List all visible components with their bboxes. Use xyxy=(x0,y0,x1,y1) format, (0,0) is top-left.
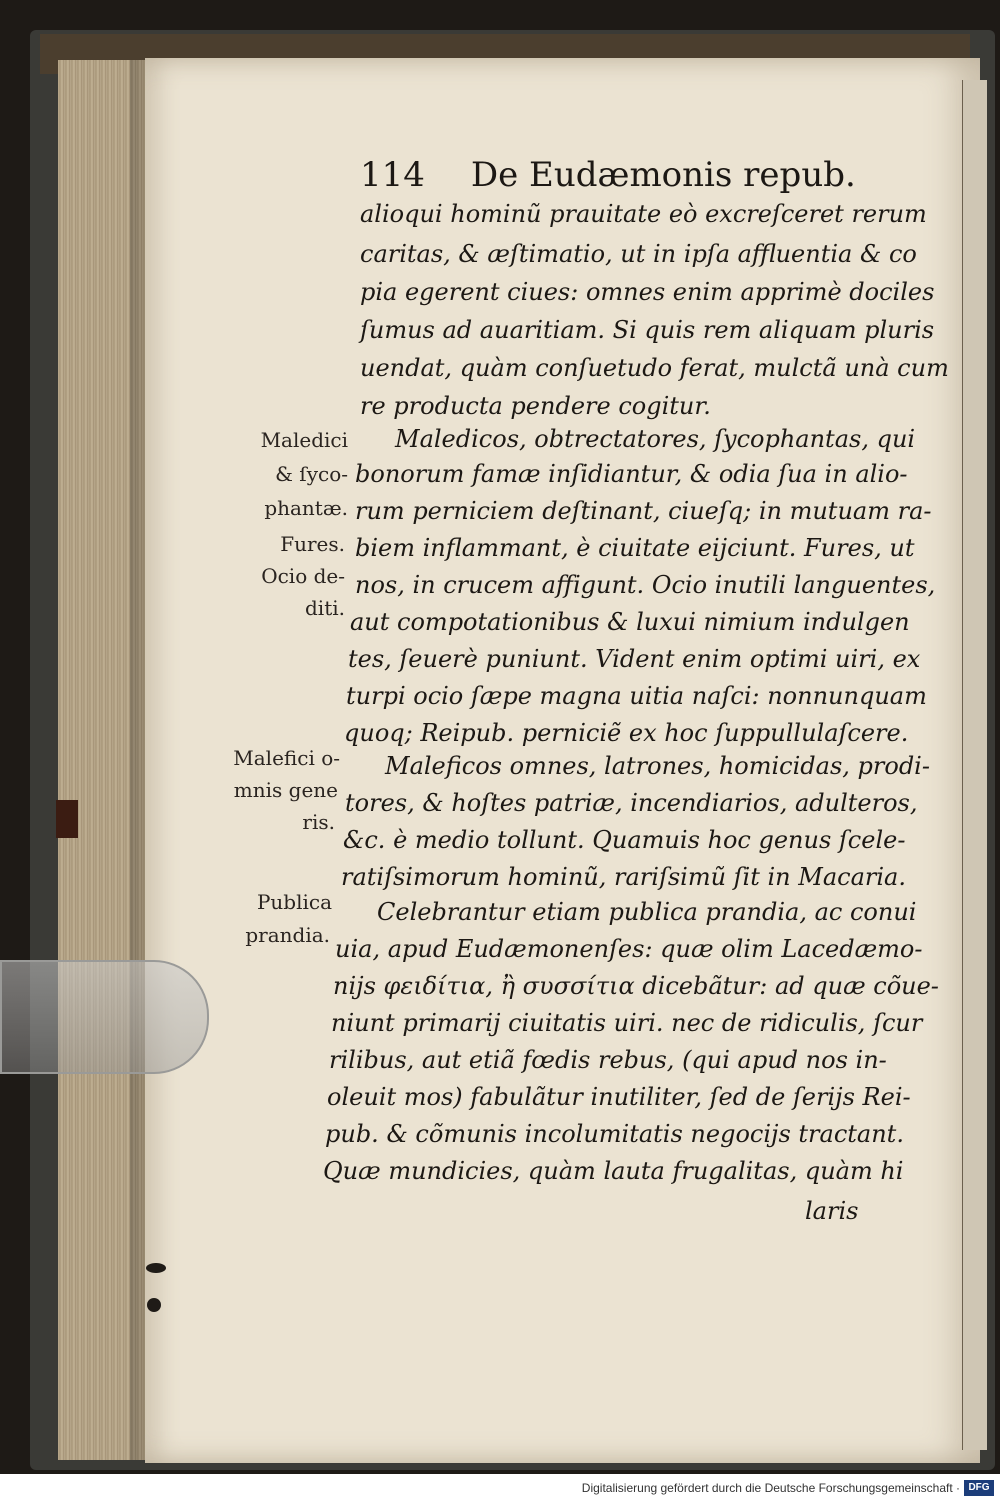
text-line: pia egerent ciues: omnes enim apprimè dociles xyxy=(360,278,935,306)
bookmark-tab xyxy=(56,800,78,838)
funding-credit: Digitalisierung gefördert durch die Deutsche Forschungsgemeinschaft · xyxy=(581,1481,960,1495)
text-line: uendat, quàm conſuetudo ferat, mulctã unà cum xyxy=(360,354,949,382)
text-line: nos, in crucem affigunt. Ocio inutili languentes, xyxy=(355,571,936,599)
text-line: ratiſsimorum hominũ, rariſsimũ ſit in Macaria. xyxy=(341,863,906,891)
marginal-note: ris. xyxy=(302,810,335,834)
text-line: &c. è medio tollunt. Quamuis hoc genus ſcele- xyxy=(343,826,906,854)
text-line: aut compotationibus & luxui nimium indulgen xyxy=(350,608,910,636)
marginal-note: Malefici o- xyxy=(233,746,340,770)
running-header xyxy=(360,155,856,195)
text-line: ſumus ad auaritiam. Si quis rem aliquam pluris xyxy=(360,316,935,344)
marginal-note: mnis gene xyxy=(233,778,338,802)
text-line: turpi ocio ſæpe magna uitia naſci: nonnunquam xyxy=(346,682,927,710)
marginal-note: Ocio de- xyxy=(261,564,345,588)
text-line: quoq; Reipub. perniciẽ ex hoc ſuppullulaſcere. xyxy=(344,719,909,747)
text-line: oleuit mos) fabulãtur inutiliter, ſed de ſerijs Rei- xyxy=(327,1083,911,1111)
page-clip xyxy=(0,960,209,1074)
text-line: nijs φειδίτια, ἢ συσσίτια dicebãtur: ad quæ cõue- xyxy=(333,972,939,1000)
text-line: rilibus, aut etiã fœdis rebus, (qui apud nos in- xyxy=(329,1046,887,1074)
text-line: caritas, & æſtimatio, ut in ipſa affluentia & co xyxy=(360,240,917,268)
running-title: De Eudæmonis repub. xyxy=(470,155,856,195)
text-line: alioqui hominũ prauitate eò excreſceret rerum xyxy=(360,200,927,228)
marginal-note: phantæ. xyxy=(264,496,348,520)
text-line: niunt primarij ciuitatis uiri. nec de ridiculis, ſcur xyxy=(331,1009,923,1037)
text-line: Quæ mundicies, quàm lauta frugalitas, quàm hi xyxy=(323,1157,904,1185)
text-line: Maleficos omnes, latrones, homicidas, prodi- xyxy=(385,752,930,780)
text-line: rum perniciem deſtinant, ciueſq; in mutuam ra- xyxy=(355,497,932,525)
text-line: bonorum famæ inſidiantur, & odia ſua in alio- xyxy=(355,460,908,488)
text-line: Maledicos, obtrectatores, ſycophantas, qui xyxy=(395,425,916,453)
digitization-footer xyxy=(0,1474,1000,1504)
marginal-note: Publica xyxy=(256,890,332,914)
paper-hole xyxy=(147,1298,161,1312)
marginal-note: prandia. xyxy=(245,923,330,947)
text-line: uia, apud Eudæmonenſes: quæ olim Lacedæmo- xyxy=(335,935,923,963)
next-page-edge xyxy=(962,80,987,1450)
paper-hole xyxy=(146,1263,166,1273)
catchword: laris xyxy=(805,1197,859,1225)
text-line: biem inflammant, è ciuitate eijciunt. Fures, ut xyxy=(355,534,915,562)
text-line: tes, ſeuerè puniunt. Vident enim optimi uiri, ex xyxy=(348,645,921,673)
marginal-note: Fures. xyxy=(280,532,345,556)
text-line: Celebrantur etiam publica prandia, ac conui xyxy=(377,898,917,926)
marginal-note: Maledici xyxy=(260,428,348,452)
marginal-note: diti. xyxy=(305,596,345,620)
text-line: pub. & cõmunis incolumitatis negocijs tractant. xyxy=(325,1120,904,1148)
marginal-note: & ſyco- xyxy=(275,462,348,486)
dfg-logo: DFG xyxy=(964,1480,994,1496)
text-line: re producta pendere cogitur. xyxy=(360,392,711,420)
page-number: 114 xyxy=(360,155,425,195)
text-line: tores, & hoſtes patriæ, incendiarios, adulteros, xyxy=(345,789,918,817)
